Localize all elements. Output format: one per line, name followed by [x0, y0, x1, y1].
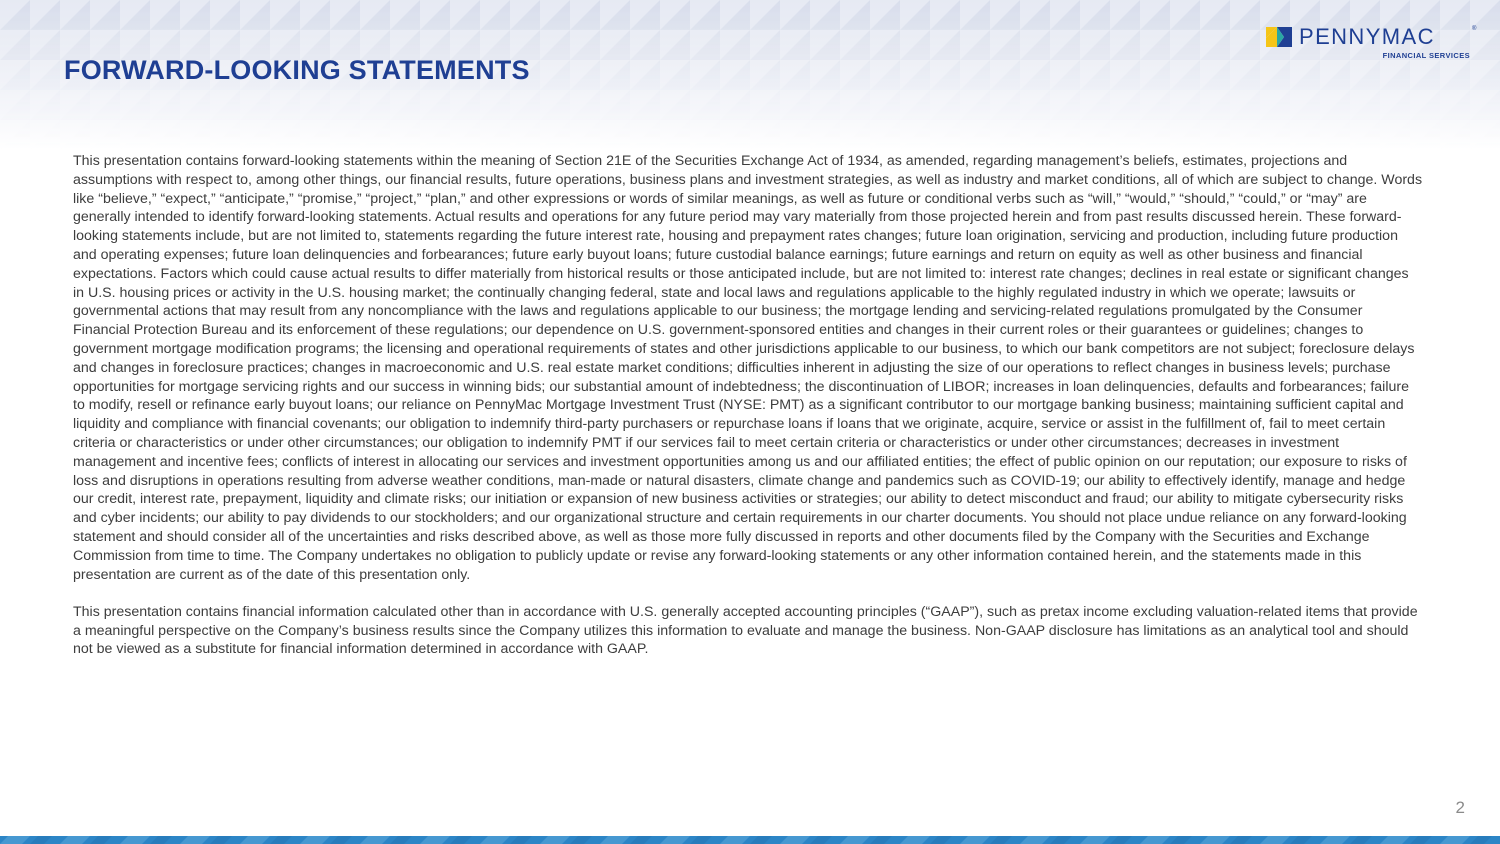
logo-subtitle: FINANCIAL SERVICES [1382, 51, 1470, 60]
page-number: 2 [1455, 798, 1465, 817]
disclaimer-body [73, 152, 1423, 678]
footer-bar [0, 836, 1500, 844]
page-title: FORWARD-LOOKING STATEMENTS [64, 55, 530, 85]
logo-registered-mark: ® [1472, 26, 1477, 32]
company-logo [1266, 26, 1478, 62]
footer-bar-pattern [0, 836, 1500, 844]
logo-mark-icon [1266, 27, 1292, 47]
disclaimer-paragraph: This presentation contains forward-looking statements within the meaning of Section 21E of the Securities Exchange Act of 1934, as amended, regarding management’s beliefs, estimates, projections and assumptions with respect to, among other things, our financial results, future operations, business plans and investment strategies, as well as industry and market conditions, all of which are subject to change. Words like “believe,” “expect,” “anticipate,” “promise,” “project,” “plan,” and other expressions or words of similar meanings, as well as future or conditional verbs such as “will,” “would,” “should,” “could,” or “may” are generally intended to identify forward-looking statements. Actual results and operations for any future period may vary materially from those projected herein and from past results discussed herein. These forward-looking statements include, but are not limited to, statements regarding the future interest rate, housing and prepayment rates changes; future loan origination, servicing and production, including future production and operating expenses; future loan delinquencies and forbearances; future early buyout loans; future custodial balance earnings; future earnings and return on equity as well as other business and financial expectations. Factors which could cause actual results to differ materially from historical results or those anticipated include, but are not limited to: interest rate changes; declines in real estate or significant changes in U.S. housing prices or activity in the U.S. housing market; the continually changing federal, state and local laws and regulations applicable to the highly regulated industry in which we operate; lawsuits or governmental actions that may result from any noncompliance with the laws and regulations applicable to our business; the mortgage lending and servicing-related regulations promulgated by the Consumer Financial Protection Bureau and its enforcement of these regulations; our dependence on U.S. government-sponsored entities and changes in their current roles or their guarantees or guidelines; changes to government mortgage modification programs; the licensing and operational requirements of states and other jurisdictions applicable to our business, to which our bank competitors are not subject; foreclosure delays and changes in foreclosure practices; changes in macroeconomic and U.S. real estate market conditions; difficulties inherent in adjusting the size of our operations to reflect changes in business levels; purchase opportunities for mortgage servicing rights and our success in winning bids; our substantial amount of indebtedness; the discontinuation of LIBOR; increases in loan delinquencies, defaults and forbearances; failure to modify, resell or refinance early buyout loans; our reliance on PennyMac Mortgage Investment Trust (NYSE: PMT) as a significant contributor to our mortgage banking business; maintaining sufficient capital and liquidity and compliance with financial covenants; our obligation to indemnify third-party purchasers or repurchase loans if loans that we originate, acquire, service or assist in the fulfillment of, fail to meet certain criteria or characteristics or under other circumstances; our obligation to indemnify PMT if our services fail to meet certain criteria or characteristics or under other circumstances; decreases in investment management and incentive fees; conflicts of interest in allocating our services and investment opportunities among us and our affiliated entities; the effect of public opinion on our reputation; our exposure to risks of loss and disruptions in operations resulting from adverse weather conditions, man-made or natural disasters, climate change and pandemics such as COVID-19; our ability to effectively identify, manage and hedge our credit, interest rate, prepayment, liquidity and climate risks; our initiation or expansion of new business activities or strategies; our ability to detect misconduct and fraud; our ability to mitigate cybersecurity risks and cyber incidents; our ability to pay dividends to our stockholders; and our organizational structure and certain requirements in our charter documents. You should not place undue reliance on any forward-looking statement and should consider all of the uncertainties and risks described above, as well as those more fully discussed in reports and other documents filed by the Company with the Securities and Exchange Commission from time to time. The Company undertakes no obligation to publicly update or revise any forward-looking statements or any other information contained herein, and the statements made in this presentation are current as of the date of this presentation only. [73, 153, 1423, 583]
disclaimer-paragraph: This presentation contains financial information calculated other than in accordance with U.S. generally accepted accounting principles (“GAAP”), such as pretax income excluding valuation-related items that provide a meaningful perspective on the Company’s business results since the Company utilizes this information to evaluate and manage the business. Non-GAAP disclosure has limitations as an analytical tool and should not be viewed as a substitute for financial information determined in accordance with GAAP. [73, 603, 1418, 658]
logo-wordmark: PENNYMAC [1299, 24, 1435, 49]
